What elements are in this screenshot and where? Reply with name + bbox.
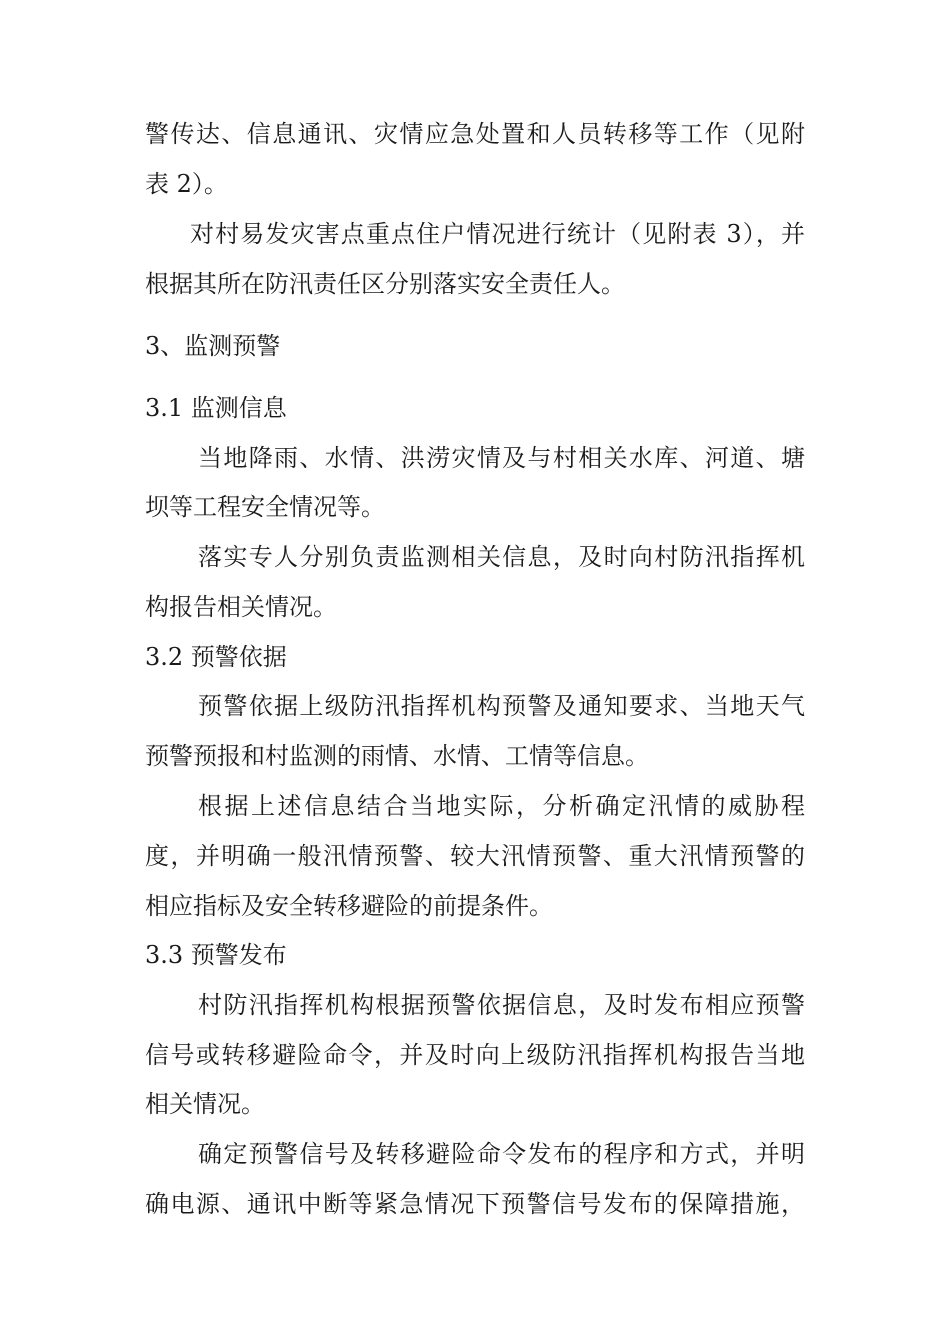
paragraph-3-line-1: 当地降雨、水情、洪涝灾情及与村相关水库、河道、塘 bbox=[198, 444, 805, 472]
paragraph-3-line-2: 坝等工程安全情况等。 bbox=[145, 493, 385, 521]
paragraph-5-line-2: 预警预报和村监测的雨情、水情、工情等信息。 bbox=[145, 742, 649, 770]
paragraph-6-line-3: 相应指标及安全转移避险的前提条件。 bbox=[145, 892, 553, 920]
paragraph-8-line-1: 确定预警信号及转移避险命令发布的程序和方式，并明 bbox=[198, 1140, 805, 1168]
paragraph-7-line-2: 信号或转移避险命令，并及时向上级防汛指挥机构报告当地 bbox=[145, 1041, 805, 1069]
paragraph-2-line-1: 对村易发灾害点重点住户情况进行统计（见附表 3），并 bbox=[190, 220, 805, 248]
section-heading-3: 3、监测预警 bbox=[145, 332, 281, 360]
paragraph-1-line-2: 表 2）。 bbox=[145, 170, 228, 198]
paragraph-2-line-2: 根据其所在防汛责任区分别落实安全责任人。 bbox=[145, 270, 625, 298]
paragraph-4-line-1: 落实专人分别负责监测相关信息，及时向村防汛指挥机 bbox=[198, 543, 805, 571]
section-heading-3-2: 3.2 预警依据 bbox=[145, 643, 287, 671]
paragraph-8-line-2: 确电源、通讯中断等紧急情况下预警信号发布的保障措施， bbox=[145, 1190, 805, 1218]
paragraph-6-line-2: 度，并明确一般汛情预警、较大汛情预警、重大汛情预警的 bbox=[145, 842, 805, 870]
paragraph-7-line-1: 村防汛指挥机构根据预警依据信息，及时发布相应预警 bbox=[198, 991, 805, 1019]
paragraph-1-line-1: 警传达、信息通讯、灾情应急处置和人员转移等工作（见附 bbox=[145, 120, 805, 148]
paragraph-4-line-2: 构报告相关情况。 bbox=[145, 593, 337, 621]
section-heading-3-1: 3.1 监测信息 bbox=[145, 394, 287, 422]
paragraph-7-line-3: 相关情况。 bbox=[145, 1090, 265, 1118]
section-heading-3-3: 3.3 预警发布 bbox=[145, 941, 287, 969]
paragraph-6-line-1: 根据上述信息结合当地实际，分析确定汛情的威胁程 bbox=[198, 792, 805, 820]
paragraph-5-line-1: 预警依据上级防汛指挥机构预警及通知要求、当地天气 bbox=[198, 692, 805, 720]
